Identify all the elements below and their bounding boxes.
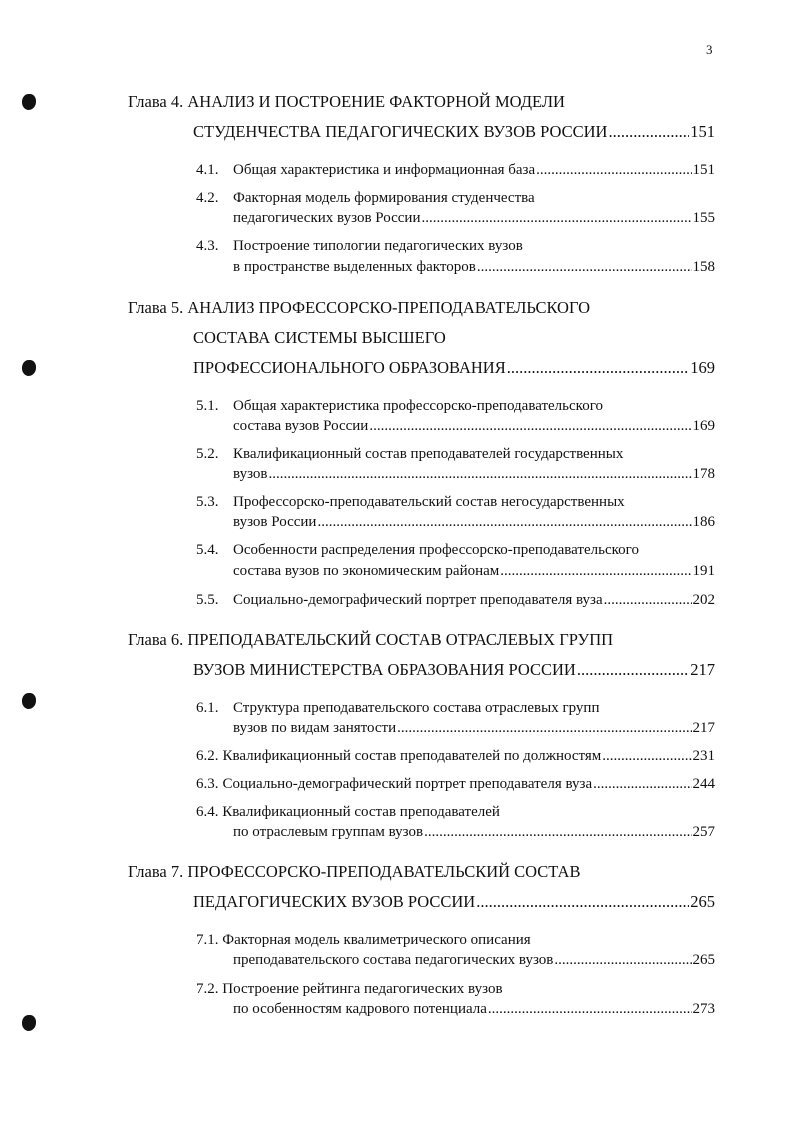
section-5-3[interactable] [233, 514, 715, 531]
chapter-5-entry[interactable] [193, 358, 715, 378]
section-text: Квалификационный состав преподавателей государственных [233, 446, 624, 462]
section-7-1[interactable] [233, 952, 715, 969]
section-text: Факторная модель квалиметрического описания [222, 932, 531, 948]
section-text: Особенности распределения профессорско-преподавательского [233, 542, 639, 558]
punch-hole [22, 94, 36, 110]
section-num: 6.2. [196, 748, 219, 764]
leader-dots [604, 592, 692, 609]
section-text-cont: состава вузов России [233, 418, 369, 434]
section-num: 5.5. [196, 592, 219, 608]
section-text-cont: по особенностям кадрового потенциала [233, 1001, 487, 1017]
section-text-cont: состава вузов по экономическим районам [233, 563, 500, 579]
leader-dots [554, 952, 691, 969]
chapter-label: Глава 6. [128, 630, 184, 649]
section-text-cont: в пространстве выделенных факторов [233, 259, 476, 275]
chapter-6-entry[interactable] [193, 660, 715, 680]
section-5-1[interactable] [233, 418, 715, 435]
leader-dots [476, 892, 689, 912]
section-num: 4.2. [196, 190, 219, 206]
chapter-title: ПРОФЕССОРСКО-ПРЕПОДАВАТЕЛЬСКИЙ СОСТАВ [187, 862, 581, 881]
leader-dots [593, 776, 691, 793]
section-4-3[interactable] [233, 259, 715, 276]
page-ref: 155 [692, 210, 715, 226]
section-5-3-line1 [196, 494, 625, 511]
page-ref: 265 [690, 892, 715, 911]
chapter-7-heading [128, 862, 580, 882]
section-text-cont: вузов России [233, 514, 317, 530]
page-ref: 169 [690, 358, 715, 377]
section-num: 6.4. [196, 804, 219, 820]
leader-dots [488, 1001, 692, 1018]
section-6-1[interactable] [233, 720, 715, 737]
section-text: Построение рейтинга педагогических вузов [222, 981, 503, 997]
punch-hole [22, 360, 36, 376]
page-ref: 217 [690, 660, 715, 679]
leader-dots [397, 720, 691, 737]
chapter-title-cont: СТУДЕНЧЕСТВА ПЕДАГОГИЧЕСКИХ ВУЗОВ РОССИИ [193, 122, 608, 141]
page-ref: 217 [692, 720, 715, 736]
section-num: 6.1. [196, 700, 219, 716]
section-text: Общая характеристика профессорско-преподавательского [233, 398, 603, 414]
section-text: Квалификационный состав преподавателей [222, 804, 500, 820]
page-number: 3 [706, 42, 713, 57]
page-ref: 151 [692, 162, 715, 178]
section-num: 5.3. [196, 494, 219, 510]
section-text-cont: педагогических вузов России [233, 210, 421, 226]
leader-dots [577, 660, 689, 680]
page-ref: 169 [692, 418, 715, 434]
section-text: Квалификационный состав преподавателей по должностям [222, 748, 602, 764]
chapter-title-cont: ПЕДАГОГИЧЕСКИХ ВУЗОВ РОССИИ [193, 892, 476, 911]
section-num: 6.3. [196, 776, 219, 792]
leader-dots [269, 466, 692, 483]
leader-dots [477, 259, 692, 276]
section-4-2-line1 [196, 190, 535, 207]
section-num: 4.3. [196, 238, 219, 254]
section-6-4-line1 [196, 804, 500, 821]
section-6-2[interactable] [196, 748, 715, 765]
section-text: Профессорско-преподавательский состав негосударственных [233, 494, 625, 510]
section-text-cont: по отраслевым группам вузов [233, 824, 424, 840]
section-7-1-line1 [196, 932, 531, 949]
section-7-2[interactable] [233, 1001, 715, 1018]
section-num: 4.1. [196, 162, 219, 178]
section-4-1[interactable] [196, 162, 715, 179]
section-num: 7.1. [196, 932, 219, 948]
chapter-4-entry[interactable] [193, 122, 715, 142]
section-text: Общая характеристика и информационная база [233, 162, 536, 178]
section-5-2-line1 [196, 446, 623, 463]
leader-dots [536, 162, 691, 179]
section-text-cont: вузов [233, 466, 268, 482]
leader-dots [422, 210, 692, 227]
section-5-2[interactable] [233, 466, 715, 483]
chapter-title-cont: ПРОФЕССИОНАЛЬНОГО ОБРАЗОВАНИЯ [193, 358, 506, 377]
section-text: Факторная модель формирования студенчества [233, 190, 535, 206]
chapter-5-heading [128, 298, 590, 318]
section-text: Социально-демографический портрет преподавателя вуза [233, 592, 603, 608]
leader-dots [507, 358, 690, 378]
page-ref: 191 [692, 563, 715, 579]
section-4-2[interactable] [233, 210, 715, 227]
section-7-2-line1 [196, 981, 503, 998]
page-ref: 231 [692, 748, 715, 764]
section-num: 5.4. [196, 542, 219, 558]
section-num: 7.2. [196, 981, 219, 997]
page-ref: 178 [692, 466, 715, 482]
page-ref: 273 [692, 1001, 715, 1017]
section-text: Структура преподавательского состава отраслевых групп [233, 700, 600, 716]
chapter-title: АНАЛИЗ И ПОСТРОЕНИЕ ФАКТОРНОЙ МОДЕЛИ [187, 92, 565, 111]
page-ref: 158 [692, 259, 715, 275]
chapter-label: Глава 5. [128, 298, 184, 317]
section-4-3-line1 [196, 238, 523, 255]
leader-dots [369, 418, 691, 435]
chapter-label: Глава 7. [128, 862, 184, 881]
punch-hole [22, 1015, 36, 1031]
leader-dots [317, 514, 691, 531]
chapter-6-heading [128, 630, 613, 650]
section-text-cont: вузов по видам занятости [233, 720, 397, 736]
section-6-1-line1 [196, 700, 599, 717]
punch-hole [22, 693, 36, 709]
section-5-4[interactable] [233, 563, 715, 580]
leader-dots [424, 824, 691, 841]
chapter-title: АНАЛИЗ ПРОФЕССОРСКО-ПРЕПОДАВАТЕЛЬСКОГО [187, 298, 591, 317]
section-6-4[interactable] [233, 824, 715, 841]
section-6-3[interactable] [196, 776, 715, 793]
chapter-4-heading [128, 92, 565, 112]
page-ref: 257 [692, 824, 715, 840]
chapter-7-entry[interactable] [193, 892, 715, 912]
section-text: Социально-демографический портрет преподавателя вуза [222, 776, 593, 792]
page-ref: 244 [692, 776, 715, 792]
section-num: 5.2. [196, 446, 219, 462]
page-ref: 151 [690, 122, 715, 141]
section-text-cont: преподавательского состава педагогических вузов [233, 952, 554, 968]
page-ref: 202 [692, 592, 715, 608]
page-ref: 186 [692, 514, 715, 530]
chapter-title: ПРЕПОДАВАТЕЛЬСКИЙ СОСТАВ ОТРАСЛЕВЫХ ГРУПП [187, 630, 614, 649]
section-num: 5.1. [196, 398, 219, 414]
chapter-title-cont: ВУЗОВ МИНИСТЕРСТВА ОБРАЗОВАНИЯ РОССИИ [193, 660, 576, 679]
section-5-4-line1 [196, 542, 639, 559]
leader-dots [500, 563, 691, 580]
leader-dots [602, 748, 691, 765]
section-text: Построение типологии педагогических вузов [233, 238, 523, 254]
chapter-5-title-line2: СОСТАВА СИСТЕМЫ ВЫСШЕГО [193, 328, 446, 347]
leader-dots [608, 122, 689, 142]
chapter-label: Глава 4. [128, 92, 184, 111]
section-5-5[interactable] [196, 592, 715, 609]
section-5-1-line1 [196, 398, 603, 415]
page-ref: 265 [692, 952, 715, 968]
